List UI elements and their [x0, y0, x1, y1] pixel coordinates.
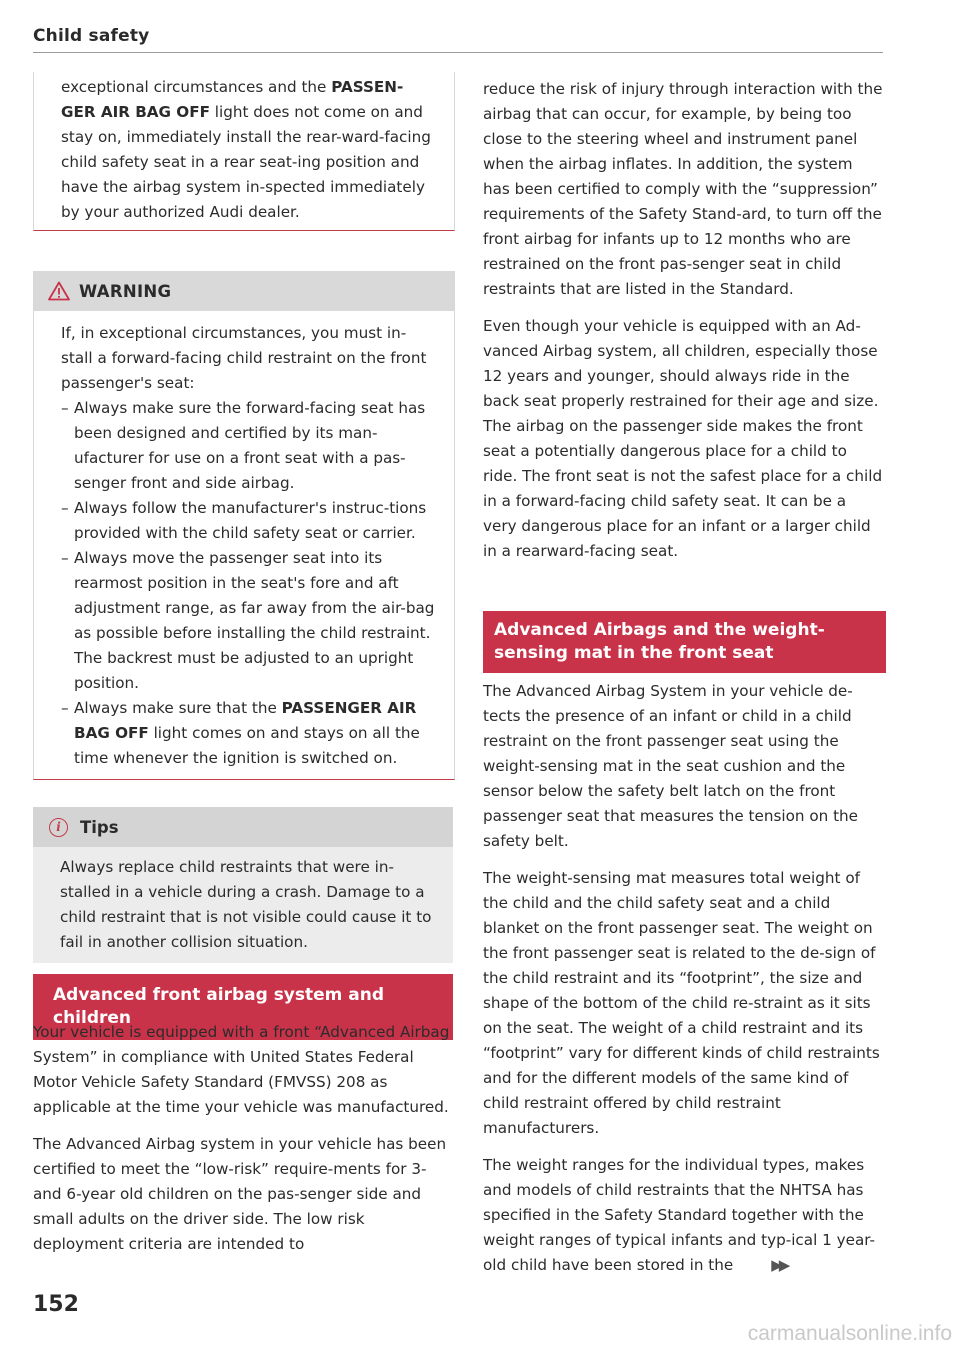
- dash-bullet: –: [61, 399, 69, 417]
- paragraph-text: The weight ranges for the individual types, makes and models of child restraints that the NHTSA has specified in the Safety Standard together with the weight ranges of typical infants and typ-ical 1 year-old child have been stored in the: [483, 1156, 875, 1274]
- warning-triangle-icon: [48, 281, 70, 301]
- dash-bullet: –: [61, 699, 69, 717]
- dash-bullet: –: [61, 499, 69, 517]
- paragraph: The Advanced Airbag System in your vehicle de-tects the presence of an infant or child in a child restraint on the front passenger seat using the weight-sensing mat in the seat cushion and the sensor below the safety belt latch on the front passenger seat that measures the tension on the safety belt.: [483, 682, 859, 850]
- warning-item-text: Always make sure the forward-facing seat has been designed and certified by its man-ufacturer for use on a front seat with a pas-senger front and side airbag.: [74, 399, 426, 492]
- warning-item-text: light comes on and stays on all the time whenever the ignition is switched on.: [74, 724, 420, 767]
- warning-item: [61, 396, 436, 496]
- warning-title: WARNING: [79, 281, 172, 301]
- continue-arrow-icon: ▶▶: [771, 1256, 787, 1274]
- dash-bullet: –: [61, 549, 69, 567]
- header-rule: [33, 52, 883, 53]
- warning-item: [61, 496, 436, 546]
- tips-body: Always replace child restraints that were in-stalled in a vehicle during a crash. Damage to a child restraint that is not visible could cause it to fail in another collision situation.: [60, 858, 432, 951]
- page-number: 152: [33, 1292, 79, 1317]
- warning-item: [61, 546, 436, 696]
- tips-header: [33, 807, 453, 847]
- continued-text-1: exceptional circumstances and the: [61, 78, 332, 96]
- continued-text-2: light does not come on and stay on, immediately install the rear-ward-facing child safety seat in a rear seat-ing position and have the airbag system in-spected immediately by your authorized Audi dealer.: [61, 103, 431, 221]
- warning-header: [34, 271, 454, 311]
- paragraph: Your vehicle is equipped with a front “Advanced Airbag System” in compliance with United States Federal Motor Vehicle Safety Standard (FMVSS) 208 as applicable at the time your vehicle was manufactured.: [33, 1023, 450, 1116]
- section1-content: [33, 1020, 453, 1257]
- section-heading-weight-sensing-mat: Advanced Airbags and the weight-sensing mat in the front seat: [483, 611, 886, 673]
- warning-box: [33, 271, 455, 780]
- section2-content: [483, 679, 883, 1278]
- warning-item-text: Always make sure that the: [74, 699, 282, 717]
- paragraph: The Advanced Airbag system in your vehicle has been certified to meet the “low-risk” require-ments for 3- and 6-year old children on the pas-senger side and small adults on the driver side. The low risk deployment criteria are intended to: [33, 1135, 447, 1253]
- continued-warning-box: [33, 72, 455, 231]
- right-column-top: [483, 77, 883, 564]
- watermark: carmanualsonline.info: [747, 1322, 952, 1345]
- paragraph: reduce the risk of injury through interaction with the airbag that can occur, for example, by being too close to the steering wheel and instrument panel when the airbag inflates. In addition, the system has been certified to comply with the “suppression” requirements of the Safety Stand-ard, to turn off the front airbag for infants up to 12 months who are restrained on the front pas-senger seat in child restraints that are listed in the Standard.: [483, 80, 883, 298]
- warning-body: [34, 311, 454, 779]
- continued-bold: PASSEN-GER AIR BAG OFF: [61, 78, 404, 121]
- warning-item-text: Always move the passenger seat into its rearmost position in the seat's fore and aft adjustment range, as far away from the air-bag as possible before installing the child restraint. The backrest must be adjusted to an upright position.: [74, 549, 435, 692]
- paragraph: [483, 1153, 883, 1278]
- section-heading-advanced-front-airbag: Advanced front airbag system and children: [33, 974, 453, 1040]
- page-header-title: Child safety: [33, 26, 150, 46]
- tips-box: [33, 807, 453, 963]
- warning-item-text: Always follow the manufacturer's instruc-tions provided with the child safety seat or carrier.: [74, 499, 427, 542]
- info-icon: i: [49, 818, 68, 837]
- warning-item-bold: PASSENGER AIR BAG OFF: [74, 699, 417, 742]
- warning-intro: If, in exceptional circumstances, you must in-stall a forward-facing child restraint on the front passenger's seat:: [61, 324, 427, 392]
- paragraph: The weight-sensing mat measures total weight of the child and the child safety seat and a child blanket on the front passenger seat. The weight on the front passenger seat is related to the de-sign of the child restraint and its “footprint”, the size and shape of the bottom of the child re-straint as it sits on the seat. The weight of a child restraint and its “footprint” vary for different kinds of child restraints and for the different models of the same kind of child restraint offered by child restraint manufacturers.: [483, 869, 880, 1137]
- warning-item: [61, 696, 436, 771]
- tips-title: Tips: [80, 817, 119, 837]
- paragraph: Even though your vehicle is equipped with an Ad-vanced Airbag system, all children, especially those 12 years and younger, should always ride in the back seat properly restrained for their age and size. The airbag on the passenger side makes the front seat a potentially dangerous place for a child to ride. The front seat is not the safest place for a child in a forward-facing child safety seat. It can be a very dangerous place for an infant or a larger child in a rearward-facing seat.: [483, 317, 883, 560]
